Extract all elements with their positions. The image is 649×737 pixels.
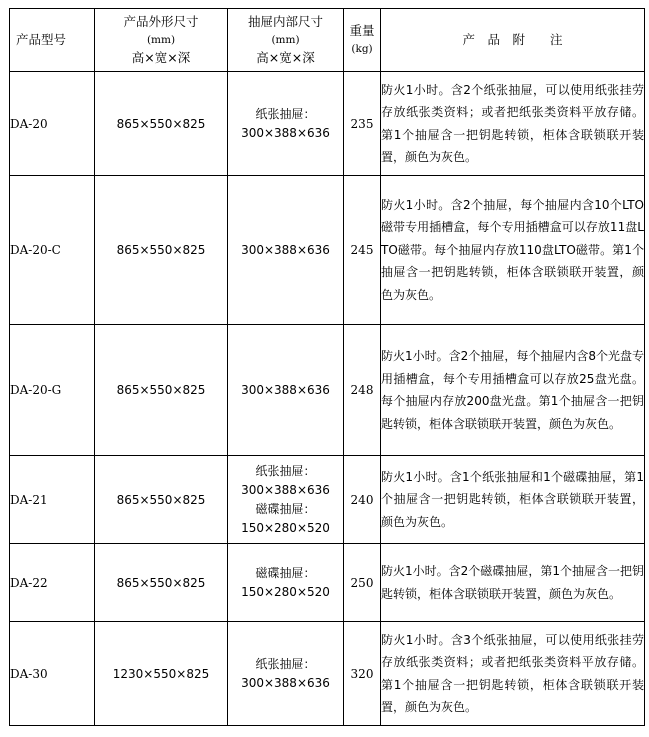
- cell-inner-size: [228, 72, 344, 176]
- header-weight: [344, 9, 381, 72]
- table-row: [10, 544, 645, 622]
- cell-outer-size: 865×550×825: [95, 456, 228, 544]
- inner-size-line: 300×388×636: [241, 675, 330, 690]
- inner-size-line: 150×280×520: [241, 520, 330, 535]
- header-outer-title: 产品外形尺寸: [123, 14, 199, 29]
- cell-weight: 248: [344, 325, 381, 456]
- cell-outer-size: 1230×550×825: [95, 622, 228, 726]
- inner-size-line: 纸张抽屉：: [255, 463, 316, 478]
- header-inner-size: [228, 9, 344, 72]
- cell-outer-size: 865×550×825: [95, 176, 228, 325]
- inner-size-line: 300×388×636: [241, 482, 330, 497]
- table-row: [10, 72, 645, 176]
- cell-outer-size: 865×550×825: [95, 544, 228, 622]
- header-inner-title: 抽屉内部尺寸: [247, 14, 323, 29]
- header-inner-dims: 高×宽×深: [256, 50, 315, 65]
- table-header-row: [10, 9, 645, 72]
- cell-weight: 250: [344, 544, 381, 622]
- cell-outer-size: 865×550×825: [95, 325, 228, 456]
- inner-size-line: 150×280×520: [241, 584, 330, 599]
- cell-model: DA-20: [10, 72, 95, 176]
- table-row: [10, 325, 645, 456]
- inner-size-line: 纸张抽屉：: [255, 656, 316, 671]
- header-weight-unit: (kg): [351, 43, 373, 55]
- header-outer-dims: 高×宽×深: [131, 50, 191, 65]
- cell-model: DA-20-C: [10, 176, 95, 325]
- inner-size-line: 磁碟抽屉：: [255, 501, 316, 516]
- cell-outer-size: 865×550×825: [95, 72, 228, 176]
- inner-size-line: 磁碟抽屉：: [255, 565, 316, 580]
- cell-remark: 防火1小时。含2个磁碟抽屉，第1个抽屉含一把钥匙转锁，柜体含联锁联开装置，颜色为灰色。: [381, 544, 645, 622]
- cell-weight: 245: [344, 176, 381, 325]
- inner-size-line: 纸张抽屉：: [255, 106, 316, 121]
- table-row: [10, 176, 645, 325]
- cell-weight: 235: [344, 72, 381, 176]
- cell-remark: 防火1小时。含2个纸张抽屉，可以使用纸张挂劳存放纸张类资料；或者把纸张类资料平放存储。第1个抽屉含一把钥匙转锁，柜体含联锁联开装置，颜色为灰色。: [381, 72, 645, 176]
- header-remark: 产 品 附 注: [381, 9, 645, 72]
- header-outer-size: [95, 9, 228, 72]
- header-model: 产品型号: [10, 9, 95, 72]
- cell-inner-size: [228, 544, 344, 622]
- table-row: [10, 622, 645, 726]
- inner-size-line: 300×388×636: [241, 382, 330, 397]
- inner-size-line: 300×388×636: [241, 125, 330, 140]
- cell-model: DA-30: [10, 622, 95, 726]
- product-spec-table: [9, 8, 645, 726]
- cell-model: DA-22: [10, 544, 95, 622]
- cell-inner-size: [228, 622, 344, 726]
- header-outer-unit: (mm): [146, 34, 176, 46]
- cell-inner-size: [228, 325, 344, 456]
- cell-model: DA-20-G: [10, 325, 95, 456]
- cell-remark: 防火1小时。含1个纸张抽屉和1个磁碟抽屉，第1个抽屉含一把钥匙转锁，柜体含联锁联开装置，颜色为灰色。: [381, 456, 645, 544]
- cell-weight: 240: [344, 456, 381, 544]
- cell-remark: 防火1小时。含2个抽屉，每个抽屉内含10个LTO磁带专用插槽盒，每个专用插槽盒可以存放11盘LTO磁带。每个抽屉内存放110盘LTO磁带。第1个抽屉含一把钥匙转锁，柜体含联锁联开装置，颜色为灰色。: [381, 176, 645, 325]
- cell-inner-size: [228, 176, 344, 325]
- cell-weight: 320: [344, 622, 381, 726]
- cell-model: DA-21: [10, 456, 95, 544]
- inner-size-line: 300×388×636: [241, 242, 330, 257]
- cell-remark: 防火1小时。含3个纸张抽屉，可以使用纸张挂劳存放纸张类资料；或者把纸张类资料平放存储。第1个抽屉含一把钥匙转锁，柜体含联锁联开装置，颜色为灰色。: [381, 622, 645, 726]
- header-weight-title: 重量: [349, 23, 375, 38]
- header-inner-unit: (mm): [271, 34, 300, 46]
- cell-remark: 防火1小时。含2个抽屉，每个抽屉内含8个光盘专用插槽盒，每个专用插槽盒可以存放25盘光盘。每个抽屉内存放200盘光盘。第1个抽屉含一把钥匙转锁，柜体含联锁联开装置，颜色为灰色。: [381, 325, 645, 456]
- table-row: [10, 456, 645, 544]
- cell-inner-size: [228, 456, 344, 544]
